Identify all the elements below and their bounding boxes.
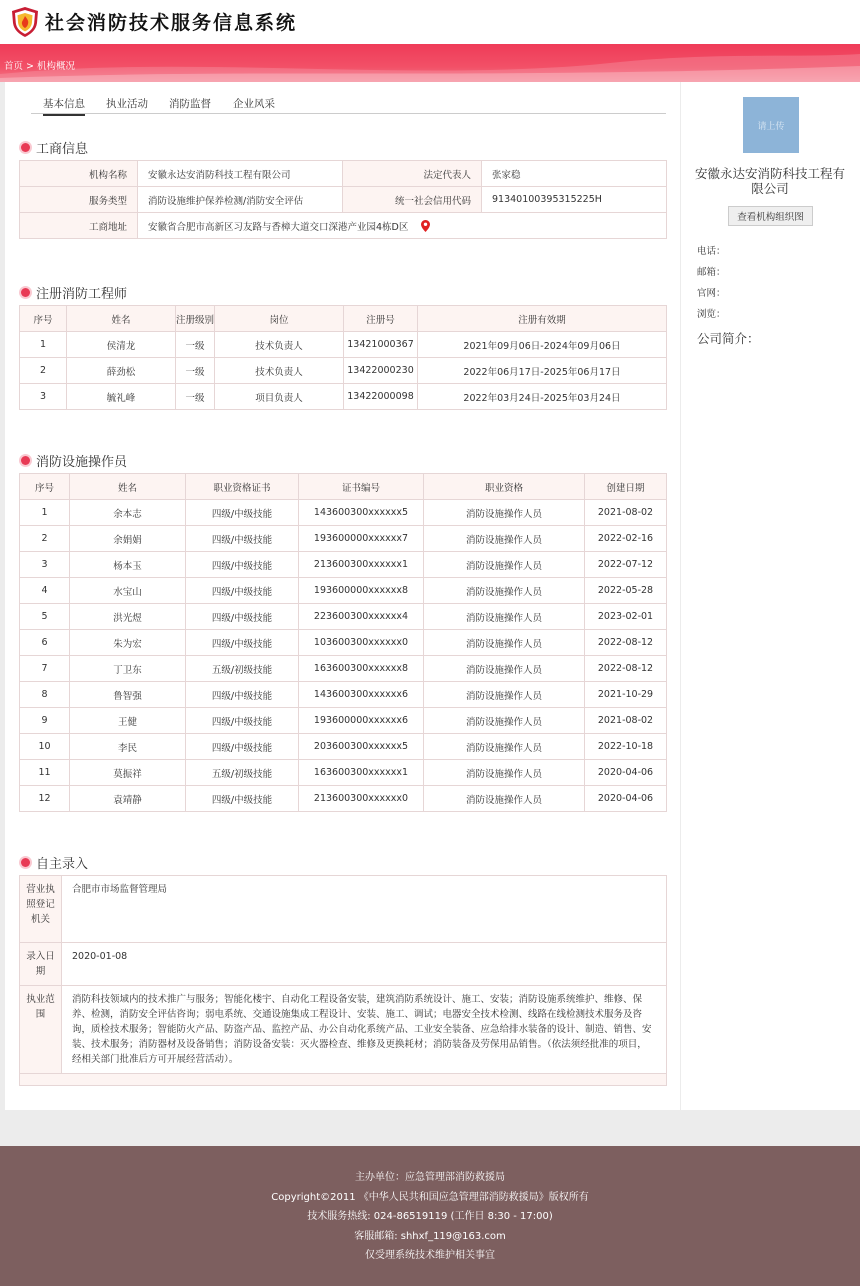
column-header: 证书编号 <box>299 474 424 500</box>
page-footer <box>0 1146 860 1286</box>
table-cell: 项目负责人 <box>215 384 344 410</box>
authority-value: 合肥市市场监督管理局 <box>62 876 667 943</box>
column-header: 创建日期 <box>585 474 667 500</box>
business-info-title: 工商信息 <box>36 142 89 157</box>
table-cell: 四级/中级技能 <box>186 500 299 526</box>
column-header: 姓名 <box>70 474 186 500</box>
table-cell: 2022-08-12 <box>585 630 667 656</box>
sidebar-org-name: 安徽永达安消防科技工程有限公司 <box>694 166 845 196</box>
table-cell: 2 <box>20 526 70 552</box>
table-header-row <box>20 474 667 500</box>
email-label: 邮箱： <box>697 267 726 278</box>
table-row <box>20 578 667 604</box>
table-row <box>20 500 667 526</box>
column-header: 注册号 <box>344 306 418 332</box>
table-cell: 2020-04-06 <box>585 786 667 812</box>
table-cell: 193600000xxxxxx8 <box>299 578 424 604</box>
operators-table-body <box>20 500 667 812</box>
table-cell: 消防设施操作人员 <box>424 500 585 526</box>
table-cell: 11 <box>20 760 70 786</box>
scope-value: 消防科技领域内的技术推广与服务；智能化楼宇、自动化工程设备安装，建筑消防系统设计、施工、安装；消防设施系统维护、维修、保养、检测，消防安全评估咨询；弱电系统、交通设施集成工程设计、安装、施工、调试；电器安全技术检测、线路在线检测技术服务及咨询，质检技术服务；智能防火产品、防盗产品、监控产品、办公自动化系统产品、工业安全装备、应急给排水装备的设计、制造、销售、安装、技术服务；消防器材及设备销售；消防设备安装：灭火器检查、维修及更换耗材；消防装备及劳保用品销售。（依法须经批准的项目，经相关部门批准后方可开展经营活动）。 <box>62 986 667 1074</box>
table-row <box>20 332 667 358</box>
table-cell: 193600000xxxxxx6 <box>299 708 424 734</box>
self-record-title: 自主录入 <box>36 857 89 872</box>
legal-rep-value: 张家稳 <box>482 161 667 187</box>
table-cell: 2021-08-02 <box>585 500 667 526</box>
authority-label: 营业执照登记机关 <box>20 876 62 943</box>
table-cell: 一级 <box>176 332 215 358</box>
table-cell: 四级/中级技能 <box>186 630 299 656</box>
table-row <box>20 1074 667 1086</box>
table-cell: 103600300xxxxxx0 <box>299 630 424 656</box>
breadcrumb-current: 机构概况 <box>37 61 76 72</box>
table-cell: 四级/中级技能 <box>186 734 299 760</box>
table-row <box>20 187 667 213</box>
table-cell: 毓礼峰 <box>67 384 176 410</box>
table-cell: 一级 <box>176 358 215 384</box>
table-row <box>20 986 667 1074</box>
service-type-value: 消防设施维护保养检测/消防安全评估 <box>138 187 343 213</box>
scope-label: 执业范围 <box>20 986 62 1074</box>
table-cell: 2022年03月24日-2025年03月24日 <box>418 384 667 410</box>
table-cell: 13422000230 <box>344 358 418 384</box>
table-cell: 技术负责人 <box>215 332 344 358</box>
org-name-value: 安徽永达安消防科技工程有限公司 <box>138 161 343 187</box>
column-header: 岗位 <box>215 306 344 332</box>
tab-bar <box>31 94 666 114</box>
table-cell: 1 <box>20 500 70 526</box>
tab-basic-info[interactable]: 基本信息 <box>43 96 85 116</box>
table-cell: 1 <box>20 332 67 358</box>
table-cell: 四级/中级技能 <box>186 708 299 734</box>
org-logo-image[interactable]: 请上传 <box>743 97 799 153</box>
breadcrumb-banner <box>0 44 860 82</box>
table-row <box>20 682 667 708</box>
table-cell: 203600300xxxxxx5 <box>299 734 424 760</box>
column-header: 注册级别 <box>176 306 215 332</box>
business-info-table <box>19 160 667 239</box>
map-pin-icon[interactable] <box>421 220 430 232</box>
table-cell: 4 <box>20 578 70 604</box>
table-row <box>20 213 667 239</box>
table-cell: 李民 <box>70 734 186 760</box>
company-intro-label: 公司简介： <box>697 331 760 346</box>
engineers-table-body <box>20 332 667 410</box>
column-header: 职业资格 <box>424 474 585 500</box>
column-header: 姓名 <box>67 306 176 332</box>
table-cell: 9 <box>20 708 70 734</box>
table-cell: 技术负责人 <box>215 358 344 384</box>
table-cell: 8 <box>20 682 70 708</box>
table-cell: 消防设施操作人员 <box>424 604 585 630</box>
table-cell: 四级/中级技能 <box>186 682 299 708</box>
record-date-value: 2020-01-08 <box>62 943 667 986</box>
engineers-table <box>19 305 667 410</box>
table-cell: 13422000098 <box>344 384 418 410</box>
org-name-label: 机构名称 <box>20 161 138 187</box>
table-row <box>20 384 667 410</box>
site-title: 社会消防技术服务信息系统 <box>45 12 298 34</box>
section-bullet-icon <box>21 456 30 465</box>
table-cell: 223600300xxxxxx4 <box>299 604 424 630</box>
table-cell: 余本志 <box>70 500 186 526</box>
sidebar-panel <box>681 82 860 1110</box>
table-row <box>20 786 667 812</box>
table-cell: 2021-08-02 <box>585 708 667 734</box>
table-cell: 3 <box>20 552 70 578</box>
record-date-label: 录入日期 <box>20 943 62 986</box>
service-type-label: 服务类型 <box>20 187 138 213</box>
table-cell: 莫振祥 <box>70 760 186 786</box>
address-value: 安徽省合肥市高新区习友路与香樟大道交口深港产业园4栋D区 <box>148 221 409 233</box>
legal-rep-label: 法定代表人 <box>343 161 482 187</box>
table-footer-strip <box>20 1074 667 1086</box>
engineers-title: 注册消防工程师 <box>36 287 128 302</box>
table-row <box>20 760 667 786</box>
table-cell: 消防设施操作人员 <box>424 786 585 812</box>
table-row <box>20 630 667 656</box>
table-cell: 五级/初级技能 <box>186 656 299 682</box>
table-cell: 一级 <box>176 384 215 410</box>
self-record-heading <box>21 853 88 872</box>
table-cell: 四级/中级技能 <box>186 578 299 604</box>
tab-fire-supervision[interactable]: 消防监督 <box>169 98 211 110</box>
table-row <box>20 734 667 760</box>
footer-copyright: Copyright©2011 《中华人民共和国应急管理部消防救援局》版权所有 <box>271 1192 589 1203</box>
operators-title: 消防设施操作员 <box>36 455 128 470</box>
table-cell: 四级/中级技能 <box>186 552 299 578</box>
footer-email: 客服邮箱: shhxf_119@163.com <box>354 1231 506 1242</box>
table-cell: 5 <box>20 604 70 630</box>
table-cell: 213600300xxxxxx1 <box>299 552 424 578</box>
table-cell: 消防设施操作人员 <box>424 552 585 578</box>
table-cell: 2022-08-12 <box>585 656 667 682</box>
column-header: 序号 <box>20 306 67 332</box>
table-cell: 丁卫东 <box>70 656 186 682</box>
table-header-row <box>20 306 667 332</box>
credit-code-value: 91340100395315225H <box>482 187 667 213</box>
section-bullet-icon <box>21 858 30 867</box>
fire-shield-logo-icon[interactable] <box>9 6 41 38</box>
table-cell: 消防设施操作人员 <box>424 708 585 734</box>
table-row <box>20 656 667 682</box>
breadcrumb <box>4 58 75 72</box>
footer-note: 仅受理系统技术维护相关事宜 <box>365 1250 495 1261</box>
breadcrumb-home-link[interactable]: 首页 <box>4 61 24 72</box>
table-cell: 13421000367 <box>344 332 418 358</box>
table-row <box>20 161 667 187</box>
footer-hotline: 技术服务热线: 024-86519119 (工作日 8:30 - 17:00) <box>307 1211 553 1222</box>
table-cell: 12 <box>20 786 70 812</box>
table-cell: 袁靖静 <box>70 786 186 812</box>
banner-wave-decoration <box>0 44 860 82</box>
table-cell: 2022-07-12 <box>585 552 667 578</box>
top-header <box>0 0 860 44</box>
table-cell: 消防设施操作人员 <box>424 734 585 760</box>
table-cell: 6 <box>20 630 70 656</box>
table-cell: 163600300xxxxxx8 <box>299 656 424 682</box>
table-cell: 薛劲松 <box>67 358 176 384</box>
table-cell: 四级/中级技能 <box>186 604 299 630</box>
table-cell: 消防设施操作人员 <box>424 656 585 682</box>
table-cell: 2022-05-28 <box>585 578 667 604</box>
table-cell: 143600300xxxxxx5 <box>299 500 424 526</box>
table-cell: 2 <box>20 358 67 384</box>
section-bullet-icon <box>21 288 30 297</box>
table-row <box>20 604 667 630</box>
table-cell: 水宝山 <box>70 578 186 604</box>
table-cell: 2022年06月17日-2025年06月17日 <box>418 358 667 384</box>
table-cell: 2021年09月06日-2024年09月06日 <box>418 332 667 358</box>
table-cell: 消防设施操作人员 <box>424 682 585 708</box>
table-cell: 2022-02-16 <box>585 526 667 552</box>
table-cell: 侯清龙 <box>67 332 176 358</box>
column-header: 注册有效期 <box>418 306 667 332</box>
table-cell: 王健 <box>70 708 186 734</box>
table-cell: 143600300xxxxxx6 <box>299 682 424 708</box>
table-cell: 朱为宏 <box>70 630 186 656</box>
table-row <box>20 876 667 943</box>
views-label: 浏览： <box>697 309 726 320</box>
credit-code-label: 统一社会信用代码 <box>343 187 482 213</box>
table-cell: 2020-04-06 <box>585 760 667 786</box>
view-org-chart-button[interactable]: 查看机构组织图 <box>728 206 813 226</box>
self-record-table <box>19 875 667 1086</box>
engineers-heading <box>21 283 127 302</box>
website-label: 官网： <box>697 288 726 299</box>
table-cell: 193600000xxxxxx7 <box>299 526 424 552</box>
table-cell: 消防设施操作人员 <box>424 630 585 656</box>
table-cell: 2021-10-29 <box>585 682 667 708</box>
tab-company-style[interactable]: 企业风采 <box>233 98 275 110</box>
table-row <box>20 526 667 552</box>
table-cell: 消防设施操作人员 <box>424 526 585 552</box>
footer-organizer: 主办单位：应急管理部消防救援局 <box>355 1172 505 1183</box>
table-cell: 鲁智强 <box>70 682 186 708</box>
address-label: 工商地址 <box>20 213 138 239</box>
table-cell: 消防设施操作人员 <box>424 760 585 786</box>
column-header: 职业资格证书 <box>186 474 299 500</box>
address-cell <box>138 213 667 239</box>
table-row <box>20 358 667 384</box>
table-row <box>20 943 667 986</box>
table-row <box>20 552 667 578</box>
table-row <box>20 708 667 734</box>
table-cell: 2023-02-01 <box>585 604 667 630</box>
table-cell: 3 <box>20 384 67 410</box>
section-bullet-icon <box>21 143 30 152</box>
table-cell: 163600300xxxxxx1 <box>299 760 424 786</box>
tab-practice-activity[interactable]: 执业活动 <box>106 98 148 110</box>
table-cell: 消防设施操作人员 <box>424 578 585 604</box>
table-cell: 洪光煜 <box>70 604 186 630</box>
column-header: 序号 <box>20 474 70 500</box>
table-cell: 213600300xxxxxx0 <box>299 786 424 812</box>
table-cell: 7 <box>20 656 70 682</box>
table-cell: 余娟娟 <box>70 526 186 552</box>
table-cell: 2022-10-18 <box>585 734 667 760</box>
phone-label: 电话： <box>697 246 726 257</box>
table-cell: 杨本玉 <box>70 552 186 578</box>
table-cell: 四级/中级技能 <box>186 786 299 812</box>
business-info-heading <box>21 138 88 157</box>
table-cell: 10 <box>20 734 70 760</box>
table-cell: 五级/初级技能 <box>186 760 299 786</box>
table-cell: 四级/中级技能 <box>186 526 299 552</box>
breadcrumb-separator: > <box>23 61 38 72</box>
operators-table <box>19 473 667 812</box>
operators-heading <box>21 451 127 470</box>
